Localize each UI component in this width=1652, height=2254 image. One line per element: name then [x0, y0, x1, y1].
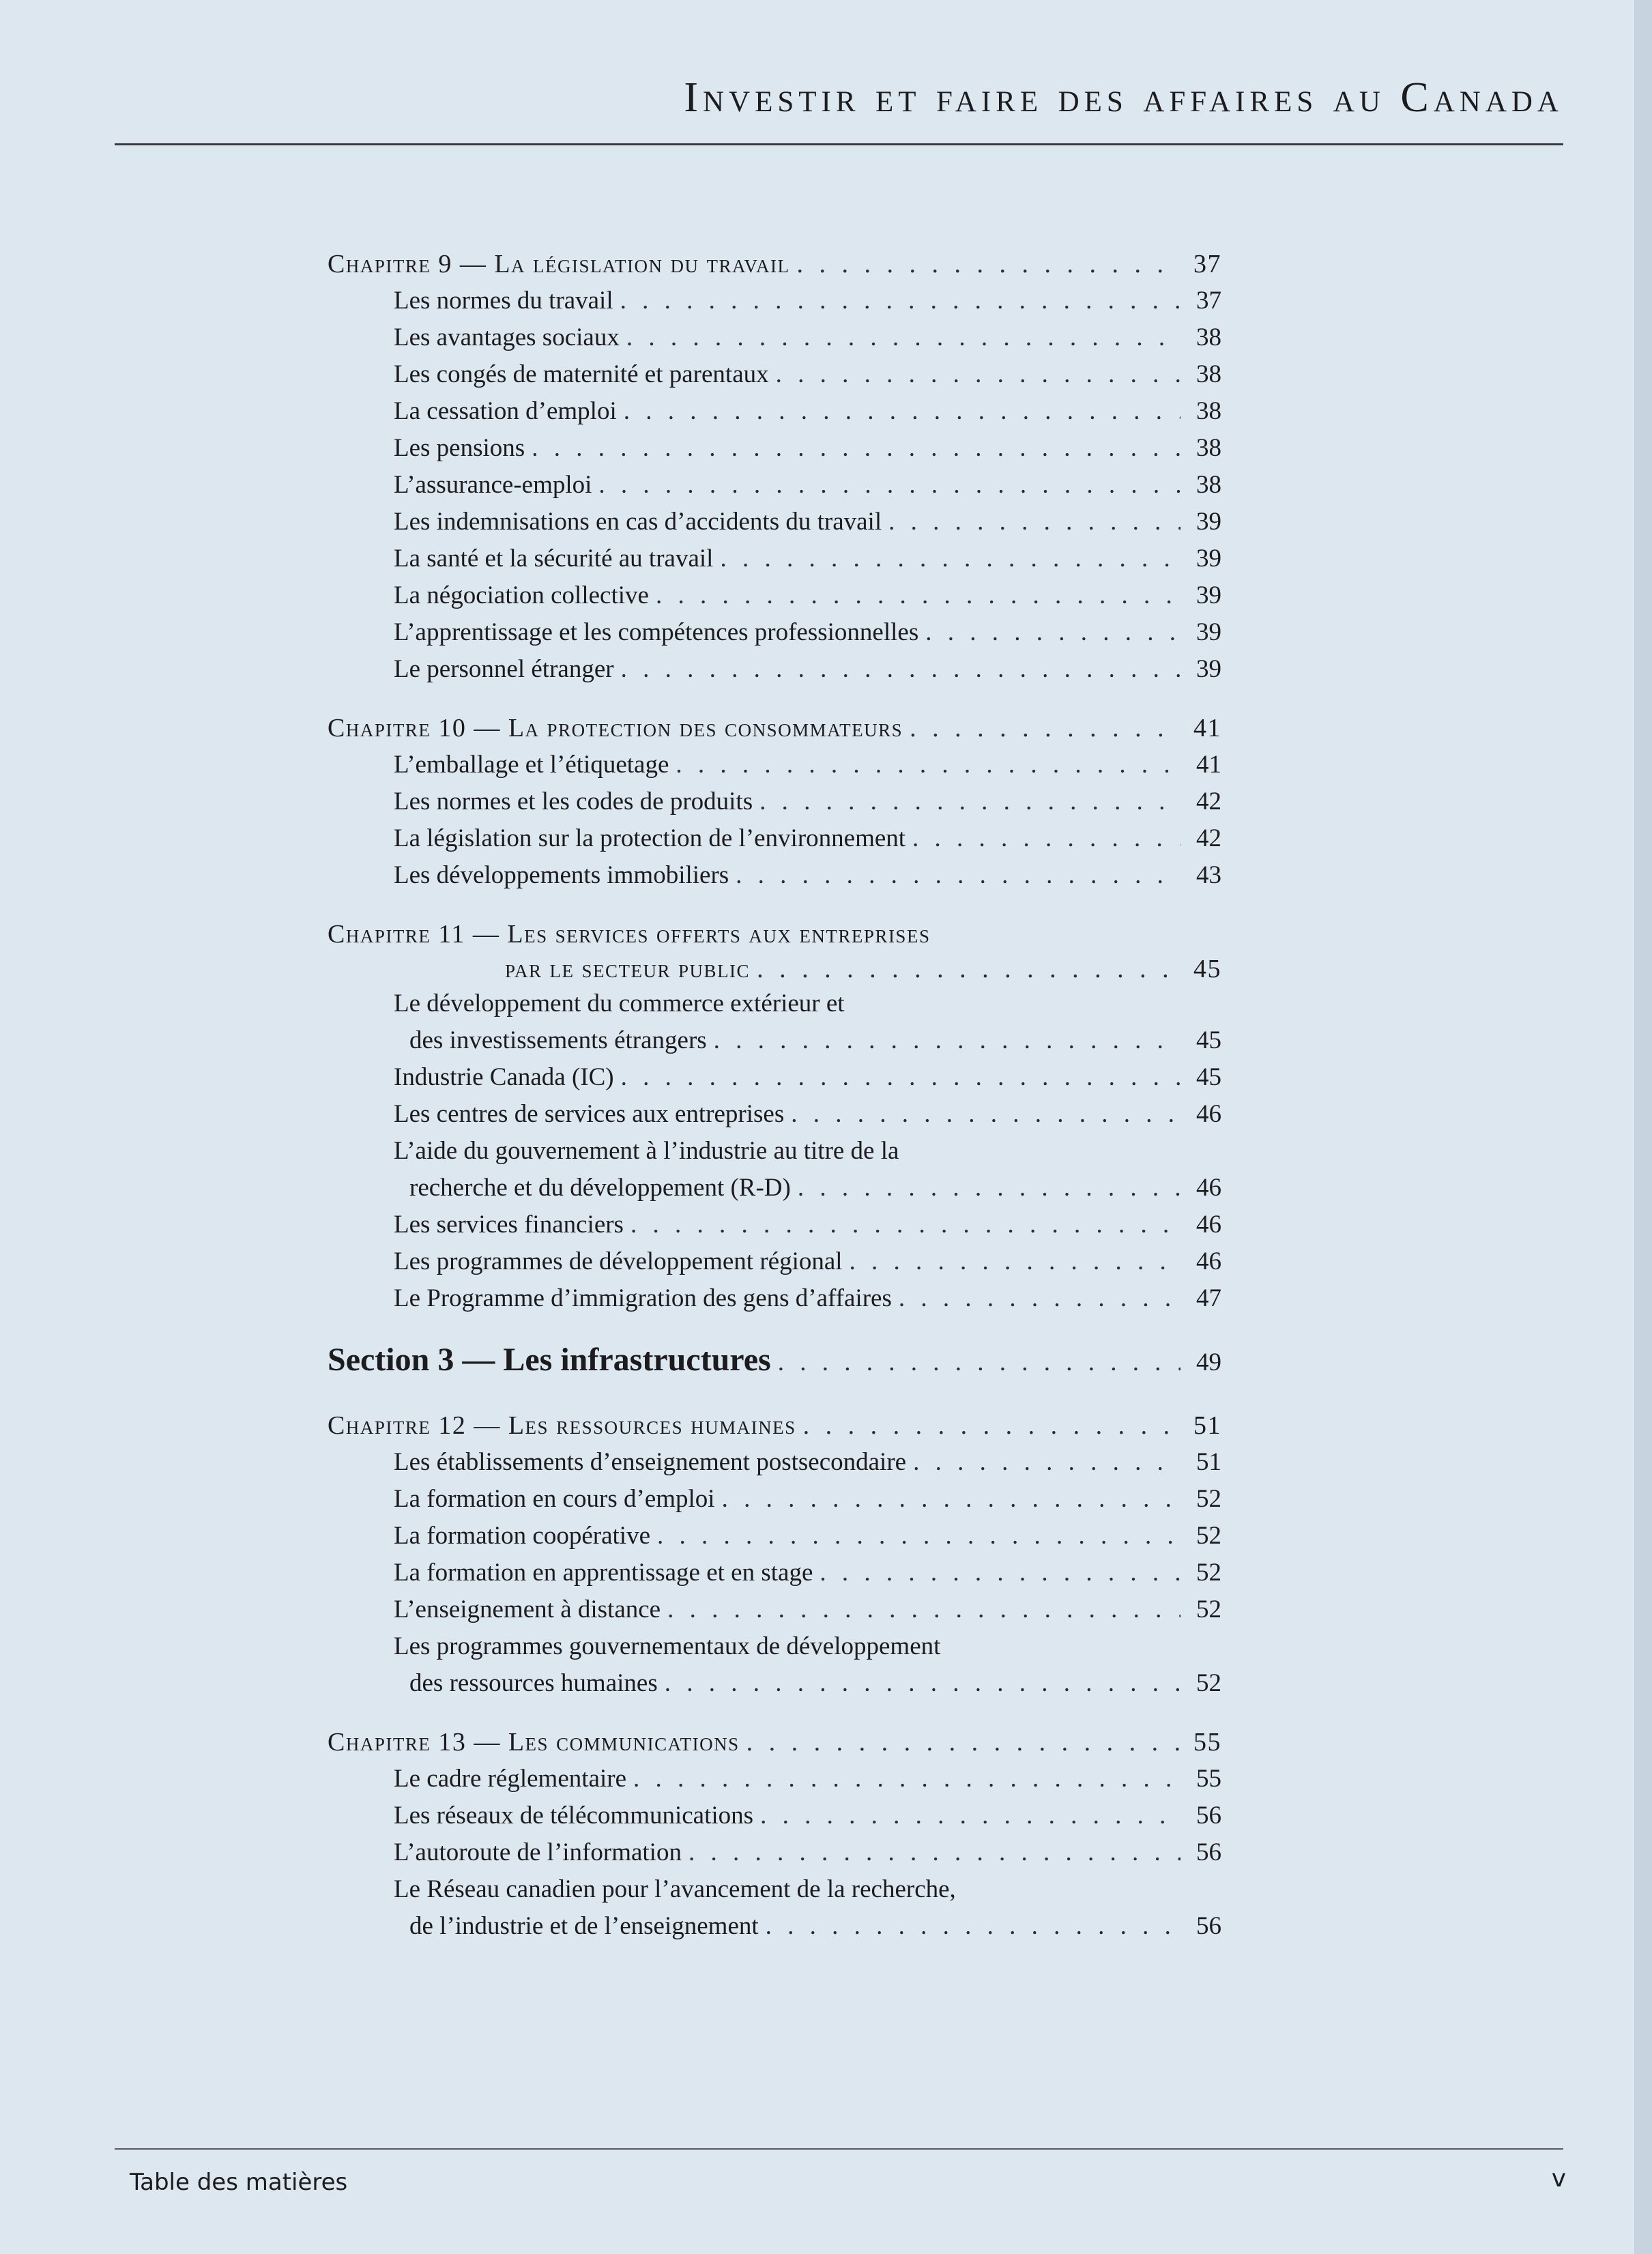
toc-entry-title: Industrie Canada (IC) — [394, 1063, 614, 1091]
toc-page-number: 56 — [1196, 1838, 1221, 1866]
toc-chapter-11[interactable] — [328, 916, 1221, 953]
toc-page-number: 38 — [1196, 323, 1221, 351]
toc-page-number: 52 — [1196, 1595, 1221, 1623]
toc-entry-cont[interactable] — [409, 1908, 1221, 1945]
dot-leader — [797, 246, 1180, 283]
dot-leader — [899, 1280, 1180, 1317]
toc-entry[interactable] — [394, 1444, 1221, 1481]
toc-entry[interactable] — [394, 1834, 1221, 1871]
toc-entry[interactable] — [394, 651, 1221, 688]
toc-entry-title: Les programmes gouvernementaux de développement — [394, 1632, 941, 1660]
toc-entry-title: Les avantages sociaux — [394, 323, 620, 351]
dot-leader — [798, 1170, 1180, 1207]
dot-leader — [714, 1022, 1180, 1059]
toc-entry[interactable] — [394, 577, 1221, 614]
toc-page-number: 37 — [1196, 287, 1221, 315]
toc-entry[interactable] — [394, 540, 1221, 577]
toc-page-number: 38 — [1196, 360, 1221, 388]
toc-entry[interactable] — [394, 1133, 1221, 1170]
header-rule — [115, 143, 1563, 145]
toc-entry-title: La législation sur la protection de l’environnement — [394, 824, 906, 852]
toc-page-number: 51 — [1193, 1411, 1221, 1440]
toc-entry[interactable] — [394, 614, 1221, 651]
toc-entry[interactable] — [394, 857, 1221, 894]
dot-leader — [598, 467, 1180, 504]
toc-page-number: 46 — [1196, 1100, 1221, 1128]
toc-chapter-9[interactable] — [328, 246, 1221, 283]
dot-leader — [657, 1518, 1180, 1555]
toc-page-number: 39 — [1196, 508, 1221, 536]
toc-entry[interactable] — [394, 430, 1221, 467]
toc-page-number: 42 — [1196, 824, 1221, 852]
toc-entry-title: Le personnel étranger — [394, 655, 614, 683]
toc-entry-title: Le Réseau canadien pour l’avancement de la recherche, — [394, 1875, 956, 1903]
dot-leader — [850, 1243, 1180, 1280]
toc-entry[interactable] — [394, 747, 1221, 783]
toc-entry-title: La formation en apprentissage et en stage — [394, 1559, 813, 1587]
toc-entry[interactable] — [394, 985, 1221, 1022]
toc-section-3[interactable] — [328, 1335, 1221, 1385]
dot-leader — [888, 504, 1180, 540]
toc-entry[interactable] — [394, 319, 1221, 356]
toc-entry[interactable] — [394, 1059, 1221, 1096]
toc-entry-title: Les normes du travail — [394, 287, 613, 315]
toc-entry-title: Le cadre réglementaire — [394, 1765, 626, 1793]
toc-entry[interactable] — [394, 356, 1221, 393]
dot-leader — [759, 783, 1180, 820]
toc-page-number: 42 — [1196, 788, 1221, 815]
dot-leader — [689, 1834, 1180, 1871]
toc-entry-title: des ressources humaines — [409, 1669, 658, 1697]
dot-leader — [720, 540, 1180, 577]
dot-leader — [656, 577, 1180, 614]
dot-leader — [760, 1797, 1180, 1834]
toc-entry-title: Les congés de maternité et parentaux — [394, 360, 769, 388]
toc-entry-title: L’assurance-emploi — [394, 471, 592, 499]
dot-leader — [803, 1407, 1180, 1444]
dot-leader — [776, 356, 1180, 393]
toc-entry-title: La formation coopérative — [394, 1522, 650, 1550]
toc-entry[interactable] — [394, 1518, 1221, 1555]
footer-rule — [115, 2148, 1563, 2150]
toc-page-number: 52 — [1196, 1485, 1221, 1513]
toc-entry-title: La formation en cours d’emploi — [394, 1485, 715, 1513]
dot-leader — [633, 1761, 1180, 1797]
toc-entry-title: Section 3 — Les infrastructures — [328, 1342, 771, 1378]
toc-entry[interactable] — [394, 504, 1221, 540]
toc-entry-title: de l’industrie et de l’enseignement — [409, 1912, 759, 1940]
toc-entry-title: Chapitre 9 — La législation du travail — [328, 250, 790, 278]
toc-entry[interactable] — [394, 1207, 1221, 1243]
dot-leader — [676, 747, 1180, 783]
toc-entry-title: Chapitre 10 — La protection des consommateurs — [328, 714, 903, 742]
toc-entry[interactable] — [394, 1591, 1221, 1628]
toc-page-number: 39 — [1196, 655, 1221, 683]
toc-entry-title: La cessation d’emploi — [394, 397, 617, 425]
toc-page-number: 47 — [1196, 1284, 1221, 1312]
dot-leader — [925, 614, 1180, 651]
toc-entry-title: Chapitre 11 — Les services offerts aux entreprises — [328, 920, 931, 949]
toc-entry-title: L’apprentissage et les compétences professionnelles — [394, 618, 919, 646]
toc-entry[interactable] — [394, 1871, 1221, 1908]
toc-page-number: 39 — [1196, 545, 1221, 573]
dot-leader — [621, 651, 1180, 688]
toc-entry-title: L’emballage et l’étiquetage — [394, 751, 669, 779]
toc-page-number: 38 — [1196, 471, 1221, 499]
toc-entry[interactable] — [394, 283, 1221, 319]
dot-leader — [620, 283, 1180, 319]
toc-page-number: 46 — [1196, 1211, 1221, 1239]
toc-entry[interactable] — [394, 1628, 1221, 1665]
toc-page-number: 56 — [1196, 1912, 1221, 1940]
toc-entry-title: Les réseaux de télécommunications — [394, 1802, 754, 1830]
toc-page-number: 46 — [1196, 1247, 1221, 1275]
toc-entry[interactable] — [394, 1797, 1221, 1834]
toc-entry[interactable] — [394, 1243, 1221, 1280]
toc-entry-title: recherche et du développement (R-D) — [409, 1174, 791, 1202]
dot-leader — [722, 1481, 1180, 1518]
toc-entry[interactable] — [394, 1481, 1221, 1518]
toc-page-number: 39 — [1196, 618, 1221, 646]
page-edge — [1634, 0, 1652, 2254]
dot-leader — [791, 1096, 1180, 1133]
toc-entry-title: Chapitre 13 — Les communications — [328, 1728, 740, 1757]
dot-leader — [665, 1665, 1180, 1702]
toc-entry-title: Chapitre 12 — Les ressources humaines — [328, 1411, 796, 1440]
toc-entry-title: Le développement du commerce extérieur et — [394, 989, 845, 1017]
toc-page-number: 39 — [1196, 581, 1221, 609]
toc-chapter-12[interactable] — [328, 1407, 1221, 1444]
dot-leader — [820, 1555, 1180, 1591]
dot-leader — [736, 857, 1180, 894]
toc-entry-cont[interactable] — [409, 1022, 1221, 1059]
footer-label: Table des matières — [130, 2169, 348, 2196]
toc-page-number: 41 — [1196, 751, 1221, 779]
toc-entry[interactable] — [394, 393, 1221, 430]
toc-entry-title: L’aide du gouvernement à l’industrie au titre de la — [394, 1137, 899, 1165]
dot-leader — [778, 1338, 1180, 1388]
toc-page-number: 52 — [1196, 1669, 1221, 1697]
toc-entry-title: L’enseignement à distance — [394, 1595, 661, 1623]
toc-entry-cont[interactable] — [409, 1665, 1221, 1702]
dot-leader — [624, 393, 1180, 430]
toc-page-number: 45 — [1196, 1026, 1221, 1054]
toc-entry-title: L’autoroute de l’information — [394, 1838, 682, 1866]
toc-entry-title: Les établissements d’enseignement postsecondaire — [394, 1448, 907, 1476]
toc-entry[interactable] — [394, 783, 1221, 820]
toc-chapter-11-cont[interactable] — [505, 953, 1221, 985]
toc-page-number: 43 — [1196, 861, 1221, 889]
toc-entry[interactable] — [394, 1555, 1221, 1591]
toc-page-number: 56 — [1196, 1802, 1221, 1830]
toc-entry-title: Les programmes de développement régional — [394, 1247, 843, 1275]
dot-leader — [913, 1444, 1180, 1481]
toc-page-number: 41 — [1193, 714, 1221, 742]
dot-leader — [912, 820, 1180, 857]
table-of-contents — [328, 246, 1221, 1945]
toc-page-number: 38 — [1196, 434, 1221, 462]
dot-leader — [532, 430, 1180, 467]
dot-leader — [747, 1724, 1180, 1761]
dot-leader — [910, 710, 1180, 747]
toc-page-number: 38 — [1196, 397, 1221, 425]
dot-leader — [766, 1908, 1180, 1945]
toc-entry-title: Les développements immobiliers — [394, 861, 729, 889]
toc-entry-title: des investissements étrangers — [409, 1026, 707, 1054]
toc-entry-title: Les indemnisations en cas d’accidents du travail — [394, 508, 882, 536]
toc-entry-title: Les normes et les codes de produits — [394, 788, 753, 815]
dot-leader — [621, 1059, 1180, 1096]
toc-entry-title: Les centres de services aux entreprises — [394, 1100, 785, 1128]
toc-page-number: 51 — [1196, 1448, 1221, 1476]
dot-leader — [631, 1207, 1180, 1243]
toc-page-number: 37 — [1193, 250, 1221, 278]
toc-chapter-13[interactable] — [328, 1724, 1221, 1761]
toc-page-number: 52 — [1196, 1522, 1221, 1550]
toc-entry-title: par le secteur public — [505, 955, 751, 983]
toc-page-number: 46 — [1196, 1174, 1221, 1202]
footer-page-number: v — [1551, 2165, 1566, 2193]
toc-page-number: 45 — [1193, 955, 1221, 983]
toc-entry[interactable] — [394, 1096, 1221, 1133]
toc-chapter-10[interactable] — [328, 710, 1221, 747]
toc-entry-cont[interactable] — [409, 1170, 1221, 1207]
dot-leader — [757, 953, 1180, 985]
toc-entry[interactable] — [394, 467, 1221, 504]
toc-entry-title: La santé et la sécurité au travail — [394, 545, 714, 573]
toc-page-number: 55 — [1196, 1765, 1221, 1793]
toc-entry-title: Les pensions — [394, 434, 525, 462]
dot-leader — [626, 319, 1180, 356]
toc-page-number: 45 — [1196, 1063, 1221, 1091]
toc-page-number: 52 — [1196, 1559, 1221, 1587]
toc-entry-title: La négociation collective — [394, 581, 649, 609]
toc-entry[interactable] — [394, 820, 1221, 857]
running-header: Investir et faire des affaires au Canada — [684, 74, 1563, 121]
toc-entry[interactable] — [394, 1280, 1221, 1317]
toc-page-number: 55 — [1193, 1728, 1221, 1757]
toc-page-number: 49 — [1196, 1348, 1221, 1376]
toc-entry-title: Le Programme d’immigration des gens d’affaires — [394, 1284, 892, 1312]
dot-leader — [667, 1591, 1180, 1628]
toc-entry[interactable] — [394, 1761, 1221, 1797]
toc-entry-title: Les services financiers — [394, 1211, 624, 1239]
